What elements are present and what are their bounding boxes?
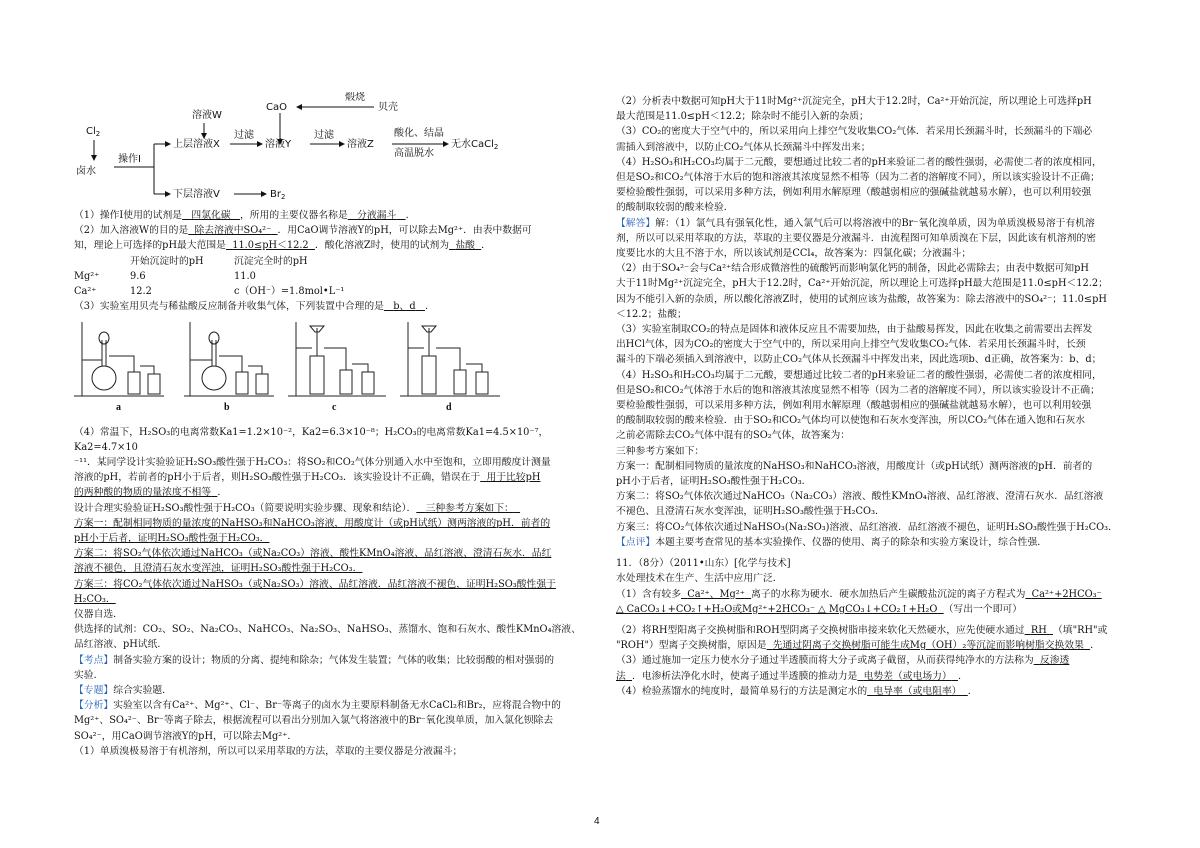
analysis-line: 要检验酸性强弱，可以采用多种方法，例如利用水解原理（酸越弱相应的强碱盐就越易水解），也可以利用较强	[616, 187, 1092, 199]
kaodian-text-2: 实验．	[74, 669, 104, 681]
ph-table-header-complete: 沉淀完全时的pH	[234, 255, 308, 267]
ph-table-cell: 12.2	[130, 286, 152, 298]
q3-text: （3）实验室用贝壳与稀盐酸反应制备并收集气体，下列装置中合理的是	[74, 301, 384, 313]
fenxi-line-1: 实验室以含有Ca²⁺、Mg²⁺、Cl⁻、Br⁻等离子的卤水为主要原料制备无水CaCl₂和Br₂，应将混合物中的	[113, 700, 561, 712]
q2-answer-3: 盐酸	[455, 240, 475, 252]
solution-line: 方案一：配制相同物质的量浓度的NaHSO₃和NaHCO₃溶液，用酸度计（或pH试纸）测两溶液的pH．前者的	[616, 460, 1093, 472]
q11-heading: 11．（8分）（2011•山东）[化学与技术]	[616, 558, 791, 570]
scheme-1a: 方案一：配制相同物质的量浓度的NaHSO₃和NaHCO₃溶液，用酸度计（或pH试纸）测两溶液的pH．前者的	[74, 517, 551, 529]
q11-2-text: （2）将RH型阳离子交换树脂和ROH型阴离子交换树脂串接来软化天然硬水，应先使硬水通过	[616, 624, 1025, 636]
q2-text-b: ．用CaO调节溶液Y的pH，可以除去Mg²⁺．由表中数据可	[277, 225, 532, 237]
flow-lower: 下层溶液V	[173, 189, 220, 200]
flow-br2: $Br_2$	[270, 189, 286, 201]
solution-line: pH小于后者，证明H₂SO₃酸性强于H₂CO₃．	[616, 476, 812, 488]
fenxi-line-2: Mg²⁺、SO₄²⁻、Br⁻等离子除去，根据流程可以看出分别加入氯气将溶液中的Br⁻氧化溴单质，加入氯化钡除去	[74, 715, 554, 727]
q4-line-5: 设计合理实验验证H₂SO₃酸性强于H₂CO₃（简要说明实验步骤、现象和结论）．	[74, 502, 417, 514]
instrument-note: 仪器自选．	[74, 609, 123, 621]
flow-dehydrate: 高温脱水	[394, 148, 434, 159]
solution-line: 三种参考方案如下：	[616, 445, 705, 457]
q4-line-3: 溶液的pH，若前者的pH小于后者，则H₂SO₃酸性强于H₂CO₃．该实验设计不正确，错误在于	[74, 472, 481, 484]
q11-2-text-c: "ROH"）型离子交换树脂，原因是	[616, 640, 767, 652]
solution-line: 出HCl气体，因为CO₂的密度大于空气中的，所以采用向上排空气发收集CO₂气体．若采用长颈漏斗时，长颈	[616, 339, 1086, 351]
flow-guolv2: 过滤	[314, 130, 334, 141]
solution-line: 漏斗的下端必须插入到溶液中，以防止CO₂气体从长颈漏斗中挥发出来，因此选项b、d正确，故答案为：b、d；	[616, 354, 1102, 366]
jieda-tag: 【解答】	[616, 217, 656, 229]
left-column: 煅烧 贝壳 CaO $Cl_2$ 卤水 操作Ⅰ 溶液W 上层溶液X 下层溶液V $Br_2$ 过滤 溶液Y 过滤 溶液Z 酸化、结晶 高温脱水 无水CaCl$_2$ （1）操作Ⅰ使用的试剂是 四氯化碳 ，所用的主要仪器名称是 分液漏斗 ． （2）加入溶液W的目的是 除去溶液中SO₄²⁻ ．用CaO调节溶液Y的pH，可以除去Mg²⁺．由表中数据可 知，理论上可选择的pH最大范围是 11.0≤pH＜12.2 ．酸化溶液Z时，使用的试剂为 盐酸 ． 开始沉淀时的pH 沉淀完全时的pH Mg²⁺ 9.6 11.0 Ca²⁺ 12.2 c（OH⁻）=1.8mol•L⁻¹ （3）实验室用贝壳与稀盐酸反应制备并收集气体，下列装置中合理的是 b、d ． a b c d （4）常温下，H₂SO₃的电离常数Ka1=1.2×10⁻²，Ka2=6.3×10⁻⁸；H₂CO₃的电离常数Ka1=4.5×10⁻⁷，Ka2=4.7×10 ⁻¹¹．某同学设计实验验证H₂SO₃酸性强于H₂CO₃：将SO₂和CO₂气体分别通入水中至饱和，立即用酸度计测量 溶液的pH，若前者的pH小于后者，则H₂SO₃酸性强于H₂CO₃．该实验设计不正确，错误在于 用于比较pH 的两种酸的物质的量浓度不相等 ． 设计合理实验验证H₂SO₃酸性强于H₂CO₃（简要说明实验步骤、现象和结论）． 三种参考方案如下： 方案一：配制相同物质的量浓度的NaHSO₃和NaHCO₃溶液，用酸度计（或pH试纸）测两溶液的pH．前者的 pH小于后者，证明H₂SO₃酸性强于H₂CO₃． 方案二：将SO₂气体依次通过NaHCO₃（或Na₂CO₃）溶液、酸性KMnO₄溶液、品红溶液、澄清石灰水．品红 溶液不褪色，且澄清石灰水变浑浊，证明H₂SO₃酸性强于H₂CO₃． 方案三：将CO₂气体依次通过NaHSO₃（或Na₂SO₃）溶液、品红溶液．品红溶液不褪色，证明H₂SO₃酸性强于 H₂CO₃． 仪器自选． 供选择的试剂：CO₂、SO₂、Na₂CO₃、NaHCO₃、Na₂SO₃、NaHSO₃、蒸馏水、饱和石灰水、酸性KMnO₄溶液、 品红溶液、pH试纸． 【考点】制备实验方案的设计；物质的分离、提纯和除杂；气体发生装置；气体的收集；比较弱酸的相对强弱的 实验． 【专题】综合实验题． 【分析】实验室以含有Ca²⁺、Mg²⁺、Cl⁻、Br⁻等离子的卤水为主要原料制备无水CaCl₂和Br₂，应将混合物中的 Mg²⁺、SO₄²⁻、Br⁻等离子除去，根据流程可以看出分别加入氯气将溶液中的Br⁻氧化溴单质，加入氯化钡除去 SO₄²⁻，用CaO调节溶液Y的pH，可以除去Mg²⁺． （1）单质溴极易溶于有机溶剂，所以可以采用萃取的方法，萃取的主要仪器是分液漏斗；	[74, 92, 594, 759]
analysis-line: 需插入到溶液中，以防止CO₂气体从长颈漏斗中挥发出来；	[616, 141, 871, 153]
solution-line: 但是SO₂和CO₂气体溶于水后的饱和溶液其浓度显然不相等（因为二者的溶解度不同），所以该实验设计不正确；	[616, 384, 1100, 396]
ph-table-ion-ca: Ca²⁺	[74, 286, 97, 298]
reagents-line-1: 供选择的试剂：CO₂、SO₂、Na₂CO₃、NaHCO₃、Na₂SO₃、NaHSO₃、蒸馏水、饱和石灰水、酸性KMnO₄溶液、	[74, 624, 581, 636]
solution-line: 因为不能引入新的杂质，所以酸化溶液Z时，使用的试剂应该为盐酸，故答案为：除去溶液中的SO₄²⁻；11.0≤pH	[616, 293, 1107, 305]
q11-1-text-b: 离子的水称为硬水．硬水加热后产生碳酸盐沉淀的离子方程式为	[751, 588, 1026, 600]
fenxi-tag: 【分析】	[74, 700, 114, 712]
q2-text-c: 知，理论上可选择的pH最大范围是	[74, 240, 226, 252]
ph-table-header-start: 开始沉淀时的pH	[130, 255, 204, 267]
flowchart-svg	[74, 92, 594, 204]
flow-acid-crystal: 酸化、结晶	[394, 128, 444, 139]
kaodian-text: 制备实验方案的设计；物质的分离、提纯和除杂；气体发生装置；气体的收集；比较弱酸的相对强弱的	[113, 654, 555, 666]
q4-answer-2: 三种参考方案如下：	[425, 502, 514, 514]
flow-rongye-z: 溶液Z	[347, 139, 374, 150]
ph-table-cell: c（OH⁻）=1.8mol•L⁻¹	[234, 286, 345, 298]
right-column: （2）分析表中数据可知pH大于11时Mg²⁺沉淀完全，pH大于12.2时，Ca²⁺开始沉淀，所以理论上可选择pH 最大范围是11.0≤pH＜12.2；除杂时不能引入新的杂质； （3）CO₂的密度大于空气中的，所以采用向上排空气发收集CO₂气体．若采用长颈漏斗时，长颈漏斗的下端必 需插入到溶液中，以防止CO₂气体从长颈漏斗中挥发出来； （4）H₂SO₃和H₂CO₃均属于二元酸，要想通过比较二者的pH来验证二者的酸性强弱，必需使二者的浓度相同， 但是SO₂和CO₂气体溶于水后的饱和溶液其浓度显然不相等（因为二者的溶解度不同），所以该实验设计不正确； 要检验酸性强弱，可以采用多种方法，例如利用水解原理（酸越弱相应的强碱盐就越易水解），也可以利用较强 的酸制取较弱的酸来检验． 【解答】解：（1）氯气具有强氧化性，通入氯气后可以将溶液中的Br⁻氧化溴单质，因为单质溴极易溶于有机溶 剂，所以可以采用萃取的方法，萃取的主要仪器是分液漏斗．由流程图可知单质溴在下层，因此该有机溶剂的密 度要比水的大且不溶于水，所以该试剂是CCl₄，故答案为：四氯化碳；分液漏斗； （2）由于SO₄²⁻会与Ca²⁺结合形成微溶性的硫酸钙而影响氯化钙的制备，因此必需除去；由表中数据可知pH 大于11时Mg²⁺沉淀完全，pH大于12.2时，Ca²⁺开始沉淀，所以理论上可选择pH最大范围是11.0≤pH＜12.2； 因为不能引入新的杂质，所以酸化溶液Z时，使用的试剂应该为盐酸，故答案为：除去溶液中的SO₄²⁻；11.0≤pH ＜12.2；盐酸； （3）实验室制取CO₂的特点是固体和液体反应且不需要加热，由于盐酸易挥发，因此在收集之前需要出去挥发 出HCl气体，因为CO₂的密度大于空气中的，所以采用向上排空气发收集CO₂气体．若采用长颈漏斗时，长颈 漏斗的下端必须插入到溶液中，以防止CO₂气体从长颈漏斗中挥发出来，因此选项b、d正确，故答案为：b、d； （4）H₂SO₃和H₂CO₃均属于二元酸，要想通过比较二者的pH来验证二者的酸性强弱，必需使二者的浓度相同， 但是SO₂和CO₂气体溶于水后的饱和溶液其浓度显然不相等（因为二者的溶解度不同），所以该实验设计不正确； 要检验酸性强弱，可以采用多种方法，例如利用水解原理（酸越弱相应的强碱盐就越易水解），也可以利用较强 的酸制取较弱的酸来检验．由于SO₂和CO₂气体均可以使饱和石灰水变浑浊，所以CO₂气体在通入饱和石灰水 之前必需除去CO₂气体中混有的SO₂气体，故答案为： 三种参考方案如下： 方案一：配制相同物质的量浓度的NaHSO₃和NaHCO₃溶液，用酸度计（或pH试纸）测两溶液的pH．前者的 pH小于后者，证明H₂SO₃酸性强于H₂CO₃． 方案二：将SO₂气体依次通过NaHCO₃（Na₂CO₃）溶液、酸性KMnO₄溶液、品红溶液、澄清石灰水．品红溶液 不褪色、且澄清石灰水变浑浊，证明H₂SO₃酸性强于H₂CO₃． 方案三：将CO₂气体依次通过NaHSO₃(Na₂SO₃)溶液、品红溶液．品红溶液不褪色，证明H₂SO₃酸性强于H₂CO₃． 【点评】本题主要考查常见的基本实验操作、仪器的使用、离子的除杂和实验方案设计，综合性强． 11．（8分）（2011•山东）[化学与技术] 水处理技术在生产、生活中应用广泛． （1）含有较多 Ca²⁺、Mg²⁺ 离子的水称为硬水．硬水加热后产生碳酸盐沉淀的离子方程式为 Ca²⁺+2HCO₃⁻ △ CaCO₃↓+CO₂↑+H₂O或Mg²⁺+2HCO₃⁻ △ MgCO₃↓+CO₂↑+H₂O （写出一个即可） （2）将RH型阳离子交换树脂和ROH型阴离子交换树脂串接来软化天然硬水，应先使硬水通过 RH （填"RH"或 "ROH"）型离子交换树脂，原因是 先通过阴离子交换树脂可能生成Mg（OH）₂等沉淀而影响树脂交换效果 ． （3）通过施加一定压力使水分子通过半透膜而将大分子或离子截留，从而获得纯净水的方法称为 反渗透 法 ．电渗析法净化水时，使离子通过半透膜的推动力是 电势差（或电场力） ． （4）检验蒸馏水的纯度时，最简单易行的方法是测定水的 电导率（或电阻率） ．	[616, 94, 1136, 699]
q11-4-text: （4）检验蒸馏水的纯度时，最简单易行的方法是测定水的	[616, 685, 868, 697]
flow-cao: CaO	[266, 102, 287, 113]
flow-calcine: 煅烧	[345, 92, 365, 103]
ph-table-ion-mg: Mg²⁺	[74, 270, 100, 282]
q11-4-answer: 电导率（或电阻率）	[873, 685, 962, 697]
q1-text-b: ，所用的主要仪器名称是	[239, 210, 348, 221]
flow-guolv1: 过滤	[234, 130, 254, 141]
solution-line: ＜12.2；盐酸；	[616, 308, 687, 320]
process-flowchart	[74, 92, 594, 204]
ph-table-cell: 9.6	[130, 270, 146, 282]
q11-2-answer-2: 先通过阴离子交换树脂可能生成Mg（OH）₂等沉淀而影响树脂交换效果	[772, 640, 1084, 652]
solution-line: （2）由于SO₄²⁻会与Ca²⁺结合形成微溶性的硫酸钙而影响氯化钙的制备，因此必需除去；由表中数据可知pH	[616, 263, 1089, 275]
q1-answer-1: 四氯化碳	[191, 210, 231, 221]
q3-answer: b、d	[393, 301, 416, 313]
q11-2-answer: RH	[1030, 624, 1047, 636]
zhuanti-text: 综合实验题．	[113, 685, 172, 697]
analysis-line: 的酸制取较弱的酸来检验．	[616, 202, 734, 214]
analysis-line: （2）分析表中数据可知pH大于11时Mg²⁺沉淀完全，pH大于12.2时，Ca²⁺开始沉淀，所以理论上可选择pH	[616, 96, 1092, 107]
q11-intro: 水处理技术在生产、生活中应用广泛．	[616, 573, 783, 585]
analysis-line: （3）CO₂的密度大于空气中的，所以采用向上排空气发收集CO₂气体．若采用长颈漏斗时，长颈漏斗的下端必	[616, 126, 1093, 138]
analysis-line: 但是SO₂和CO₂气体溶于水后的饱和溶液其浓度显然不相等（因为二者的溶解度不同），所以该实验设计不正确；	[616, 172, 1100, 184]
apparatus-label-a: a	[116, 402, 121, 414]
flow-upper: 上层溶液X	[173, 139, 220, 150]
flow-lushui: 卤水	[76, 166, 96, 177]
flow-cl2: $Cl_2$	[86, 126, 101, 138]
solution-line: 解：（1）氯气具有强氧化性，通入氯气后可以将溶液中的Br⁻氧化溴单质，因为单质溴极易溶于有机溶	[655, 217, 1095, 229]
q11-1-equation-2: △ CaCO₃↓+CO₂↑+H₂O或Mg²⁺+2HCO₃⁻	[616, 603, 816, 615]
apparatus-figure	[74, 318, 504, 413]
q2-text: （2）加入溶液W的目的是	[74, 225, 189, 237]
q1-text: （1）操作Ⅰ使用的试剂是	[74, 210, 183, 221]
solution-line: 方案三：将CO₂气体依次通过NaHSO₃(Na₂SO₃)溶液、品红溶液．品红溶液不褪色，证明H₂SO₃酸性强于H₂CO₃．	[616, 521, 1118, 533]
q11-3-answer: 反渗透	[1039, 655, 1070, 667]
solution-line: （3）实验室制取CO₂的特点是固体和液体反应且不需要加热，由于盐酸易挥发，因此在收集之前需要出去挥发	[616, 324, 1093, 336]
apparatus-label-c: c	[332, 402, 337, 414]
q11-3-text-b: ．电渗析法净化水时，使离子通过半透膜的推动力是	[632, 670, 858, 682]
q4-line-1: （4）常温下，H₂SO₃的电离常数Ka1=1.2×10⁻²，Ka2=6.3×10⁻⁸；H₂CO₃的电离常数Ka1=4.5×10⁻⁷，Ka2=4.7×10	[74, 426, 549, 453]
flow-op1: 操作Ⅰ	[118, 154, 141, 165]
reagents-line-2: 品红溶液、pH试纸．	[74, 639, 168, 651]
q11-3-answer-b: 法	[616, 670, 626, 682]
q4-answer-1: 用于比较pH	[486, 472, 541, 484]
scheme-2a: 方案二：将SO₂气体依次通过NaHCO₃（或Na₂CO₃）溶液、酸性KMnO₄溶液、品红溶液、澄清石灰水．品红	[74, 548, 552, 560]
analysis-line: 最大范围是11.0≤pH＜12.2；除杂时不能引入新的杂质；	[616, 111, 869, 123]
solution-line: 之前必需除去CO₂气体中混有的SO₂气体，故答案为：	[616, 430, 851, 442]
fenxi-line-3: SO₄²⁻，用CaO调节溶液Y的pH，可以除去Mg²⁺．	[74, 730, 298, 742]
q2-answer-1: 除去溶液中SO₄²⁻	[194, 225, 272, 237]
solution-line: 要检验酸性强弱，可以采用多种方法，例如利用水解原理（酸越弱相应的强碱盐就越易水解），也可以利用较强	[616, 400, 1092, 412]
solution-line: （4）H₂SO₃和H₂CO₃均属于二元酸，要想通过比较二者的pH来验证二者的酸性强弱，必需使二者的浓度相同，	[616, 369, 1102, 381]
solution-line: 不褪色、且澄清石灰水变浑浊，证明H₂SO₃酸性强于H₂CO₃．	[616, 506, 885, 518]
q4-line-2: ⁻¹¹．某同学设计实验验证H₂SO₃酸性强于H₂CO₃：将SO₂和CO₂气体分别通入水中至饱和，立即用酸度计测量	[74, 457, 551, 469]
q2-text-d: ．酸化溶液Z时，使用的试剂为	[314, 240, 450, 252]
flow-rongye-w: 溶液W	[192, 110, 222, 121]
scheme-3a: 方案三：将CO₂气体依次通过NaHSO₃（或Na₂SO₃）溶液、品红溶液．品红溶液不褪色，证明H₂SO₃酸性强于	[74, 578, 556, 590]
solution-line: 方案二：将SO₂气体依次通过NaHCO₃（Na₂CO₃）溶液、酸性KMnO₄溶液、品红溶液、澄清石灰水．品红溶液	[616, 491, 1104, 503]
q11-1-note: （写出一个即可）	[943, 603, 1022, 615]
ph-table	[74, 254, 594, 300]
flow-rongye-y: 溶液Y	[265, 139, 292, 150]
q11-1-answer: Ca²⁺、Mg²⁺	[687, 588, 745, 600]
fenxi-line-4: （1）单质溴极易溶于有机溶剂，所以可以采用萃取的方法，萃取的主要仪器是分液漏斗；	[74, 745, 463, 757]
comment-text: 本题主要考查常见的基本实验操作、仪器的使用、离子的除杂和实验方案设计，综合性强．	[655, 536, 1048, 548]
ph-table-cell: 11.0	[234, 270, 256, 282]
solution-line: 的酸制取较弱的酸来检验．由于SO₂和CO₂气体均可以使饱和石灰水变浑浊，所以CO₂气体在通入饱和石灰水	[616, 415, 1086, 427]
dianping-tag: 【点评】	[616, 536, 656, 548]
q2-answer-2: 11.0≤pH＜12.2	[232, 240, 309, 252]
q1-answer-2: 分液漏斗	[357, 210, 397, 221]
analysis-line: （4）H₂SO₃和H₂CO₃均属于二元酸，要想通过比较二者的pH来验证二者的酸性强弱，必需使二者的浓度相同，	[616, 156, 1102, 168]
q11-3-text: （3）通过施加一定压力使水分子通过半透膜而将大分子或离子截留，从而获得纯净水的方法称为	[616, 655, 1034, 667]
q11-2-text-b: （填"RH"或	[1052, 624, 1108, 636]
scheme-3b: H₂CO₃．	[74, 593, 116, 605]
scheme-1b: pH小于后者，证明H₂SO₃酸性强于H₂CO₃．	[74, 533, 270, 545]
kaodian-tag: 【考点】	[74, 654, 114, 666]
q11-3-answer-2: 电势差（或电场力）	[863, 670, 952, 682]
apparatus-label-d: d	[446, 402, 452, 414]
q11-1-equation-1: Ca²⁺+2HCO₃⁻	[1031, 588, 1102, 600]
flow-shell: 贝壳	[378, 102, 398, 113]
q11-1-equation-3: △ MgCO₃↓+CO₂↑+H₂O	[815, 603, 938, 615]
apparatus-label-b: b	[224, 402, 230, 414]
zhuanti-tag: 【专题】	[74, 685, 114, 697]
page-number: 4	[594, 816, 600, 827]
scheme-2b: 溶液不褪色，且澄清石灰水变浑浊，证明H₂SO₃酸性强于H₂CO₃．	[74, 563, 363, 575]
q11-1-text: （1）含有较多	[616, 588, 682, 600]
q4-answer-1b: 的两种酸的物质的量浓度不相等	[74, 487, 212, 499]
flow-product: 无水CaCl$_2$	[451, 139, 499, 151]
solution-line: 度要比水的大且不溶于水，所以该试剂是CCl₄，故答案为：四氯化碳；分液漏斗；	[616, 248, 972, 260]
solution-line: 大于11时Mg²⁺沉淀完全，pH大于12.2时，Ca²⁺开始沉淀，所以理论上可选择pH最大范围是11.0≤pH＜12.2；	[616, 278, 1108, 290]
solution-line: 剂，所以可以采用萃取的方法，萃取的主要仪器是分液漏斗．由流程图可知单质溴在下层，因此该有机溶剂的密	[616, 232, 1097, 244]
